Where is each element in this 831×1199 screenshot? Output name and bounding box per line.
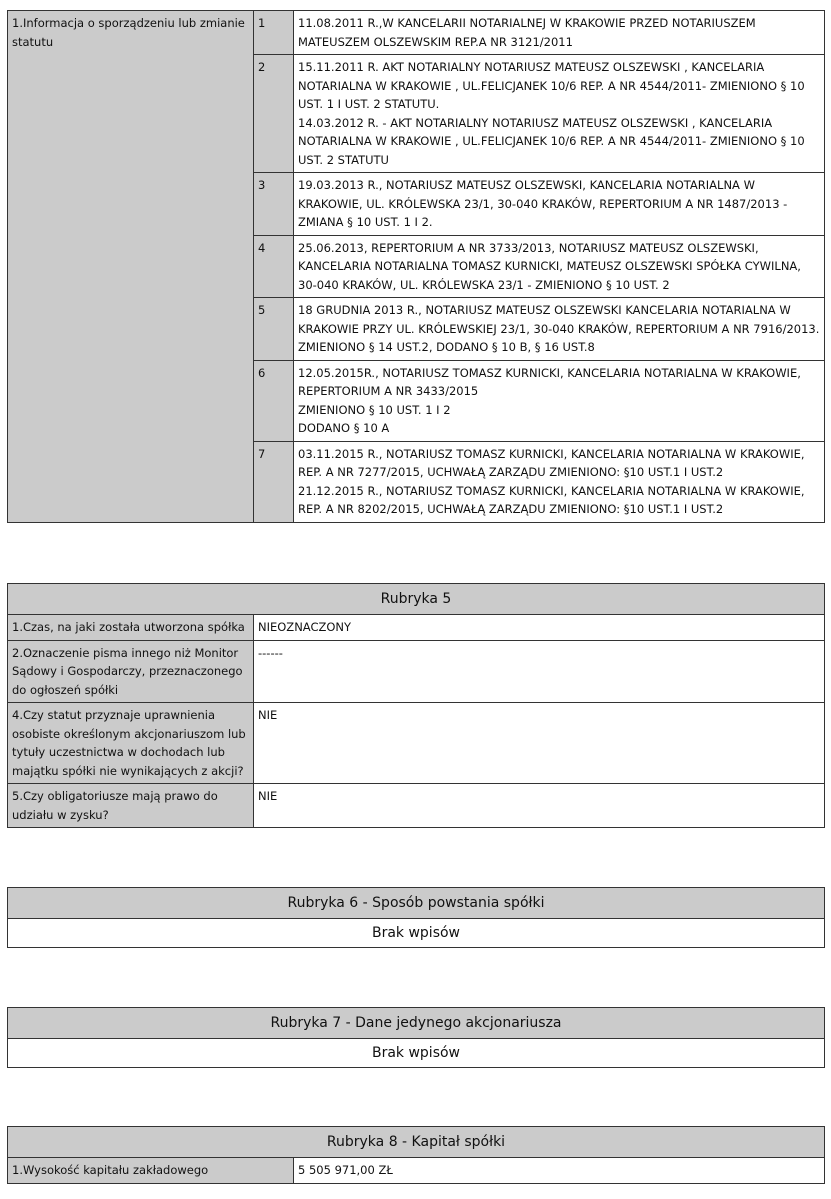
table-header-row	[8, 888, 825, 919]
field-label: 1.Czas, na jaki została utworzona spółka	[8, 615, 254, 641]
statute-info-label: 1.Informacja o sporządzeniu lub zmianie statutu	[8, 11, 254, 523]
table-row	[8, 11, 825, 55]
table-row	[8, 1158, 825, 1184]
table-row	[8, 615, 825, 641]
field-value: NIEOZNACZONY	[254, 615, 825, 641]
entry-number: 6	[254, 360, 294, 441]
field-label: 1.Wysokość kapitału zakładowego	[8, 1158, 294, 1184]
entry-line: ZMIENIONO § 10 UST. 1 I 2	[298, 402, 451, 417]
rubryka-8-title: Rubryka 8 - Kapitał spółki	[8, 1127, 825, 1158]
entry-line: 11.08.2011 R.,W KANCELARII NOTARIALNEJ W KRAKOWIE PRZED NOTARIUSZEM MATEUSZEM OLSZEWSKIM REP.A NR 3121/2011	[298, 16, 756, 49]
entry-line: 12.05.2015R., NOTARIUSZ TOMASZ KURNICKI, KANCELARIA NOTARIALNA W KRAKOWIE, REPERTORIUM A NR 3433/2015	[298, 365, 801, 398]
entry-number: 2	[254, 55, 294, 173]
entry-line: 18 GRUDNIA 2013 R., NOTARIUSZ MATEUSZ OLSZEWSKI KANCELARIA NOTARIALNA W KRAKOWIE PRZY UL. KRÓLEWSKIEJ 23/1, 30-040 KRAKÓW, REPERTORIUM A NR 7916/2013. ZMIENIONO § 14 UST.2, DODANO § 10 B, § 16 UST.8	[298, 303, 820, 354]
entry-number: 3	[254, 173, 294, 236]
table-header-row	[8, 584, 825, 615]
entry-number: 4	[254, 235, 294, 298]
entry-line: 25.06.2013, REPERTORIUM A NR 3733/2013, NOTARIUSZ MATEUSZ OLSZEWSKI, KANCELARIA NOTARIALNA TOMASZ KURNICKI, MATEUSZ OLSZEWSKI SPÓŁKA CYWILNA, 30-040 KRAKÓW, UL. KRÓLEWSKA 23/1 - ZMIENIONO § 10 UST. 2	[298, 240, 801, 292]
rubryka-7-table	[7, 1007, 825, 1068]
entry-text	[294, 298, 825, 361]
entry-line: 15.11.2011 R. AKT NOTARIALNY NOTARIUSZ MATEUSZ OLSZEWSKI , KANCELARIA NOTARIALNA W KRAKOWIE , UL.FELICJANEK 10/6 REP. A NR 4544/2011- ZMIENIONO § 10 UST. 1 I UST. 2 STATUTU.	[298, 60, 805, 111]
entry-text	[294, 235, 825, 298]
entry-number: 7	[254, 441, 294, 522]
table-row	[8, 703, 825, 784]
entry-text	[294, 55, 825, 173]
table-header-row	[8, 1127, 825, 1158]
entry-line: 19.03.2013 R., NOTARIUSZ MATEUSZ OLSZEWSKI, KANCELARIA NOTARIALNA W KRAKOWIE, UL. KRÓLEWSKA 23/1, 30-040 KRAKÓW, REPERTORIUM A NR 1487/2013 - ZMIANA § 10 UST. 1 I 2.	[298, 178, 788, 229]
table-row	[8, 784, 825, 828]
statute-info-table	[7, 10, 825, 523]
field-label: 5.Czy obligatoriusze mają prawo do udziału w zysku?	[8, 784, 254, 828]
entry-number: 5	[254, 298, 294, 361]
rubryka-5-table	[7, 583, 825, 828]
rubryka-6-title: Rubryka 6 - Sposób powstania spółki	[8, 888, 825, 919]
rubryka-6-body: Brak wpisów	[8, 919, 825, 948]
entry-text	[294, 173, 825, 236]
entry-text	[294, 11, 825, 55]
rubryka-7-title: Rubryka 7 - Dane jedynego akcjonariusza	[8, 1008, 825, 1039]
rubryka-8-table	[7, 1126, 825, 1184]
entry-line: 03.11.2015 R., NOTARIUSZ TOMASZ KURNICKI, KANCELARIA NOTARIALNA W KRAKOWIE, REP. A NR 7277/2015, UCHWAŁĄ ZARZĄDU ZMIENIONO: §10 UST.1 I UST.2	[298, 446, 805, 479]
field-label: 2.Oznaczenie pisma innego niż Monitor Sądowy i Gospodarczy, przeznaczonego do ogłoszeń spółki	[8, 640, 254, 703]
field-value: 5 505 971,00 ZŁ	[294, 1158, 825, 1184]
entry-text	[294, 441, 825, 522]
rubryka-6-table	[7, 887, 825, 948]
table-row	[8, 1039, 825, 1068]
entry-line: 21.12.2015 R., NOTARIUSZ TOMASZ KURNICKI, KANCELARIA NOTARIALNA W KRAKOWIE, REP. A NR 8202/2015, UCHWAŁĄ ZARZĄDU ZMIENIONO: §10 UST.1 I UST.2	[298, 483, 805, 516]
field-value: ------	[254, 640, 825, 703]
field-value: NIE	[254, 703, 825, 784]
table-header-row	[8, 1008, 825, 1039]
entry-number: 1	[254, 11, 294, 55]
field-value: NIE	[254, 784, 825, 828]
rubryka-7-body: Brak wpisów	[8, 1039, 825, 1068]
table-row	[8, 640, 825, 703]
table-row	[8, 919, 825, 948]
entry-line: DODANO § 10 A	[298, 421, 390, 435]
entry-text	[294, 360, 825, 441]
entry-line: 14.03.2012 R. - AKT NOTARIALNY NOTARIUSZ MATEUSZ OLSZEWSKI , KANCELARIA NOTARIALNA W KRAKOWIE , UL.FELICJANEK 10/6 REP. A NR 4544/2011- ZMIENIONO § 10 UST. 2 STATUTU	[298, 115, 805, 167]
field-label: 4.Czy statut przyznaje uprawnienia osobiste określonym akcjonariuszom lub tytuły uczestnictwa w dochodach lub majątku spółki nie wynikających z akcji?	[8, 703, 254, 784]
rubryka-5-title: Rubryka 5	[8, 584, 825, 615]
